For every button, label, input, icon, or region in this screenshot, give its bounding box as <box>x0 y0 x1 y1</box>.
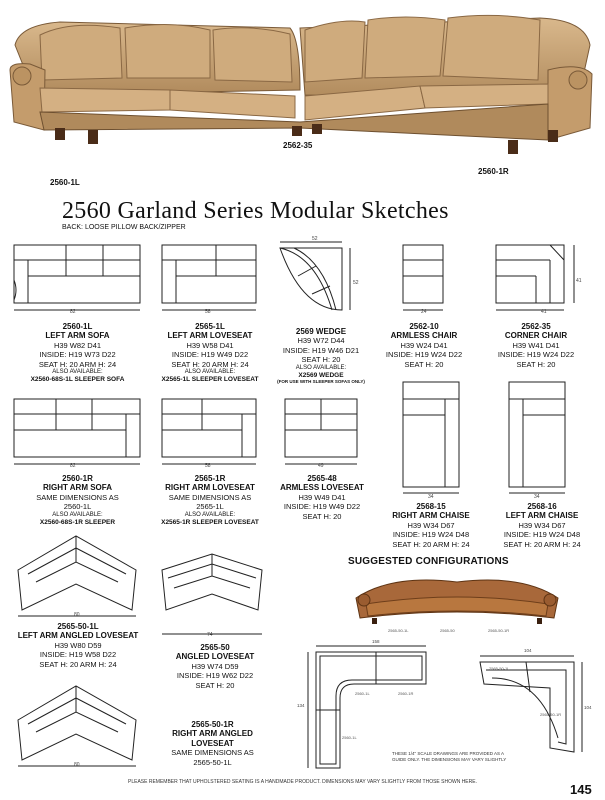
sketch-2565-50-1L <box>14 530 144 622</box>
plan2-top: 104 <box>524 648 532 653</box>
spec-dims: H39 W34 D67 <box>407 520 455 530</box>
spec-name: RIGHT ARM LOVESEAT <box>165 483 255 493</box>
spec-avail: X2560-68S-1L SLEEPER SOFA <box>30 376 125 384</box>
spec-dims: H39 W24 D41 <box>400 340 448 350</box>
spec-seat: SEAT H: 20 ARM H: 24 <box>38 359 117 369</box>
spec-seat: SEAT H: 20 ARM H: 24 <box>392 539 470 549</box>
spec-2568-15 <box>376 502 486 549</box>
spec-name: ARMLESS CHAIR <box>390 331 458 341</box>
suggested-configurations-title: SUGGESTED CONFIGURATIONS <box>348 556 509 567</box>
width-label-2560-1L: 82 <box>70 309 76 315</box>
sketch-2565-48 <box>282 394 362 474</box>
sketch-2568-16 <box>504 377 574 499</box>
spec-seat: SEAT H: 20 ARM H: 24 <box>39 659 117 669</box>
plan1-piece-1: 2560-1L <box>355 691 370 696</box>
sketch-2562-35 <box>486 240 586 320</box>
spec-code: 2562-10 <box>409 322 439 331</box>
spec-inside: INSIDE: H19 W73 D22 <box>39 350 116 360</box>
spec-code: 2560-1R <box>62 474 93 483</box>
spec-2562-35 <box>480 322 592 369</box>
sketch-2562-10 <box>398 240 448 320</box>
spec-dims: H39 W58 D41 <box>186 340 234 350</box>
width-label-2562-10: 24 <box>421 309 427 315</box>
spec-also: ALSO AVAILABLE: <box>52 369 103 376</box>
spec-dims: H39 W80 D59 <box>54 640 102 650</box>
hero-label-left: 2560-1L <box>50 178 80 187</box>
hero-label-center: 2562-35 <box>283 141 313 150</box>
spec-code: 2562-35 <box>521 322 551 331</box>
spec-seat: SEAT H: 20 <box>195 680 235 690</box>
sketch-2569-wedge <box>272 236 364 328</box>
spec-inside: INSIDE: H19 W49 D22 <box>283 502 361 512</box>
spec-ref: 2565-50-1L <box>193 757 232 767</box>
plan1-side: 134 <box>297 703 305 708</box>
page-subtitle: BACK: LOOSE PILLOW BACK/ZIPPER <box>62 224 186 231</box>
spec-dims: H39 W34 D67 <box>518 520 566 530</box>
spec-seat: SEAT H: 20 ARM H: 24 <box>503 539 581 549</box>
spec-2562-10 <box>370 322 478 369</box>
width-label-2568-16: 34 <box>534 494 540 500</box>
spec-name: LEFT ARM CHAISE <box>505 511 579 521</box>
spec-name: CORNER CHAIR <box>504 331 568 341</box>
width-label-2565-48: 49 <box>318 463 324 469</box>
spec-dims: H39 W74 D59 <box>191 661 239 671</box>
spec-inside: INSIDE: H19 W62 D22 <box>176 671 254 681</box>
spec-name: ARMLESS LOVESEAT <box>280 483 364 493</box>
width-label-2565-50-1R: 80 <box>74 762 80 768</box>
spec-code: 2568-15 <box>416 502 446 511</box>
spec-inside: INSIDE: H19 W24 D48 <box>392 530 470 540</box>
spec-name: ANGLED LOVESEAT <box>175 652 255 662</box>
spec-seat: SEAT H: 20 <box>404 359 444 369</box>
spec-also: ALSO AVAILABLE: <box>52 511 103 518</box>
width-label-2562-35: 41 <box>541 309 547 315</box>
spec-code: 2569 WEDGE <box>295 327 347 336</box>
spec-inside: INSIDE: H19 W24 D48 <box>503 530 581 540</box>
sketch-2565-50 <box>158 550 268 642</box>
photo-label-1: 2565-50-1L <box>388 628 409 633</box>
photo-label-3: 2565-50-1R <box>488 628 510 633</box>
plan1-top: 158 <box>372 639 380 644</box>
sketch-2560-1R <box>12 394 144 474</box>
spec-inside: INSIDE: H19 W24 D22 <box>497 350 575 360</box>
spec-inside: INSIDE: H19 W46 D21 <box>282 345 360 355</box>
spec-note: (FOR USE WITH SLEEPER SOFAS ONLY) <box>277 379 365 385</box>
side-label-2569: 52 <box>353 280 359 286</box>
spec-dims: H39 W72 D44 <box>297 336 345 346</box>
side-label-2562-35: 41 <box>576 278 582 284</box>
page-number: 145 <box>570 782 592 797</box>
spec-ref: 2565-1L <box>196 502 224 512</box>
spec-avail: X2565-1R SLEEPER LOVESEAT <box>161 518 259 526</box>
spec-avail: X2560-68S-1R SLEEPER <box>39 518 116 526</box>
plan1-piece-3: 2560-1L <box>342 735 357 740</box>
spec-2565-50-1L <box>10 622 146 669</box>
page-title: 2560 Garland Series Modular Sketches <box>62 198 449 224</box>
spec-name: LEFT ARM SOFA <box>45 331 110 341</box>
plan2-piece-2: 2565-50-1R <box>540 712 562 717</box>
sketch-2565-1R <box>160 394 260 474</box>
spec-2565-1R <box>150 474 270 526</box>
config-photo <box>352 570 562 630</box>
sketch-2565-50-1R <box>14 680 144 772</box>
plan1-piece-2: 2560-1R <box>398 691 414 696</box>
spec-code: 2565-50-1R <box>191 720 234 729</box>
spec-seat: SEAT H: 20 <box>302 511 342 521</box>
spec-name: LEFT ARM LOVESEAT <box>167 331 253 341</box>
spec-code: 2565-50 <box>200 643 230 652</box>
sketch-2565-1L <box>160 240 260 320</box>
spec-code: 2560-1L <box>62 322 93 331</box>
width-label-2565-50: 74 <box>207 632 213 638</box>
sketch-2568-15 <box>398 377 468 499</box>
spec-same: SAME DIMENSIONS AS <box>171 748 254 758</box>
spec-also: ALSO AVAILABLE: <box>184 511 236 518</box>
footer-note: PLEASE REMEMBER THAT UPHOLSTERED SEATING IS A HANDMADE PRODUCT. DIMENSIONS MAY VARY SLIGHTLY FROM THOSE SHOWN HERE. <box>128 779 477 785</box>
photo-label-2: 2565-50 <box>440 628 455 633</box>
spec-also: ALSO AVAILABLE: <box>295 364 347 371</box>
plan2-piece-1: 2565-50-1L <box>489 666 510 671</box>
width-label-2565-50-1L: 80 <box>74 612 80 618</box>
top-label-2569: 52 <box>312 236 318 242</box>
spec-dims: H39 W49 D41 <box>298 492 346 502</box>
spec-code: 2568-16 <box>527 502 557 511</box>
spec-seat: SEAT H: 20 <box>301 355 341 365</box>
spec-same: SAME DIMENSIONS AS <box>36 492 119 502</box>
sketch-2560-1L <box>12 240 144 320</box>
spec-inside: INSIDE: H19 W24 D22 <box>385 350 463 360</box>
spec-code: 2565-48 <box>307 474 337 483</box>
spec-2569 <box>266 327 376 385</box>
plan2-side: 104 <box>584 705 592 710</box>
spec-inside: INSIDE: H19 W58 D22 <box>39 650 117 660</box>
spec-2565-48 <box>268 474 376 521</box>
spec-code: 2565-50-1L <box>57 622 99 631</box>
spec-2568-16 <box>486 502 598 549</box>
spec-2565-1L <box>150 322 270 384</box>
config-plan-2 <box>470 648 590 758</box>
spec-2560-1R <box>10 474 145 526</box>
spec-avail: X2565-1L SLEEPER LOVESEAT <box>161 376 259 384</box>
spec-2565-50-1R <box>150 720 275 767</box>
spec-dims: H39 W82 D41 <box>53 340 102 350</box>
spec-seat: SEAT H: 20 <box>516 359 556 369</box>
spec-same: SAME DIMENSIONS AS <box>168 492 252 502</box>
spec-2560-1L <box>10 322 145 384</box>
width-label-2568-15: 34 <box>428 494 434 500</box>
spec-name: LEFT ARM ANGLED LOVESEAT <box>17 631 139 641</box>
spec-2565-50 <box>160 643 270 690</box>
spec-inside: INSIDE: H19 W49 D22 <box>171 350 249 360</box>
width-label-2565-1L: 58 <box>205 309 211 315</box>
spec-seat: SEAT H: 20 ARM H: 24 <box>171 359 249 369</box>
width-label-2560-1R: 82 <box>70 463 76 469</box>
spec-also: ALSO AVAILABLE: <box>184 369 236 376</box>
hero-sectional-photo <box>0 0 605 195</box>
width-label-2565-1R: 58 <box>205 463 211 469</box>
spec-name: RIGHT ARM ANGLED LOVESEAT <box>172 729 253 748</box>
spec-ref: 2560-1L <box>63 502 92 512</box>
hero-label-right: 2560-1R <box>478 167 509 176</box>
spec-code: 2565-1L <box>195 322 225 331</box>
spec-avail: X2569 WEDGE <box>298 371 344 379</box>
spec-dims: H39 W41 D41 <box>512 340 560 350</box>
spec-code: 2565-1R <box>194 474 226 483</box>
scale-disclaimer: THESE 1/4" SCALE DRAWINGS ARE PROVIDED AS A GUIDE ONLY. THE DIMENSIONS MAY VARY SLIGHTLY <box>392 751 507 762</box>
spec-name: RIGHT ARM CHAISE <box>392 511 470 521</box>
spec-name: RIGHT ARM SOFA <box>42 483 113 493</box>
